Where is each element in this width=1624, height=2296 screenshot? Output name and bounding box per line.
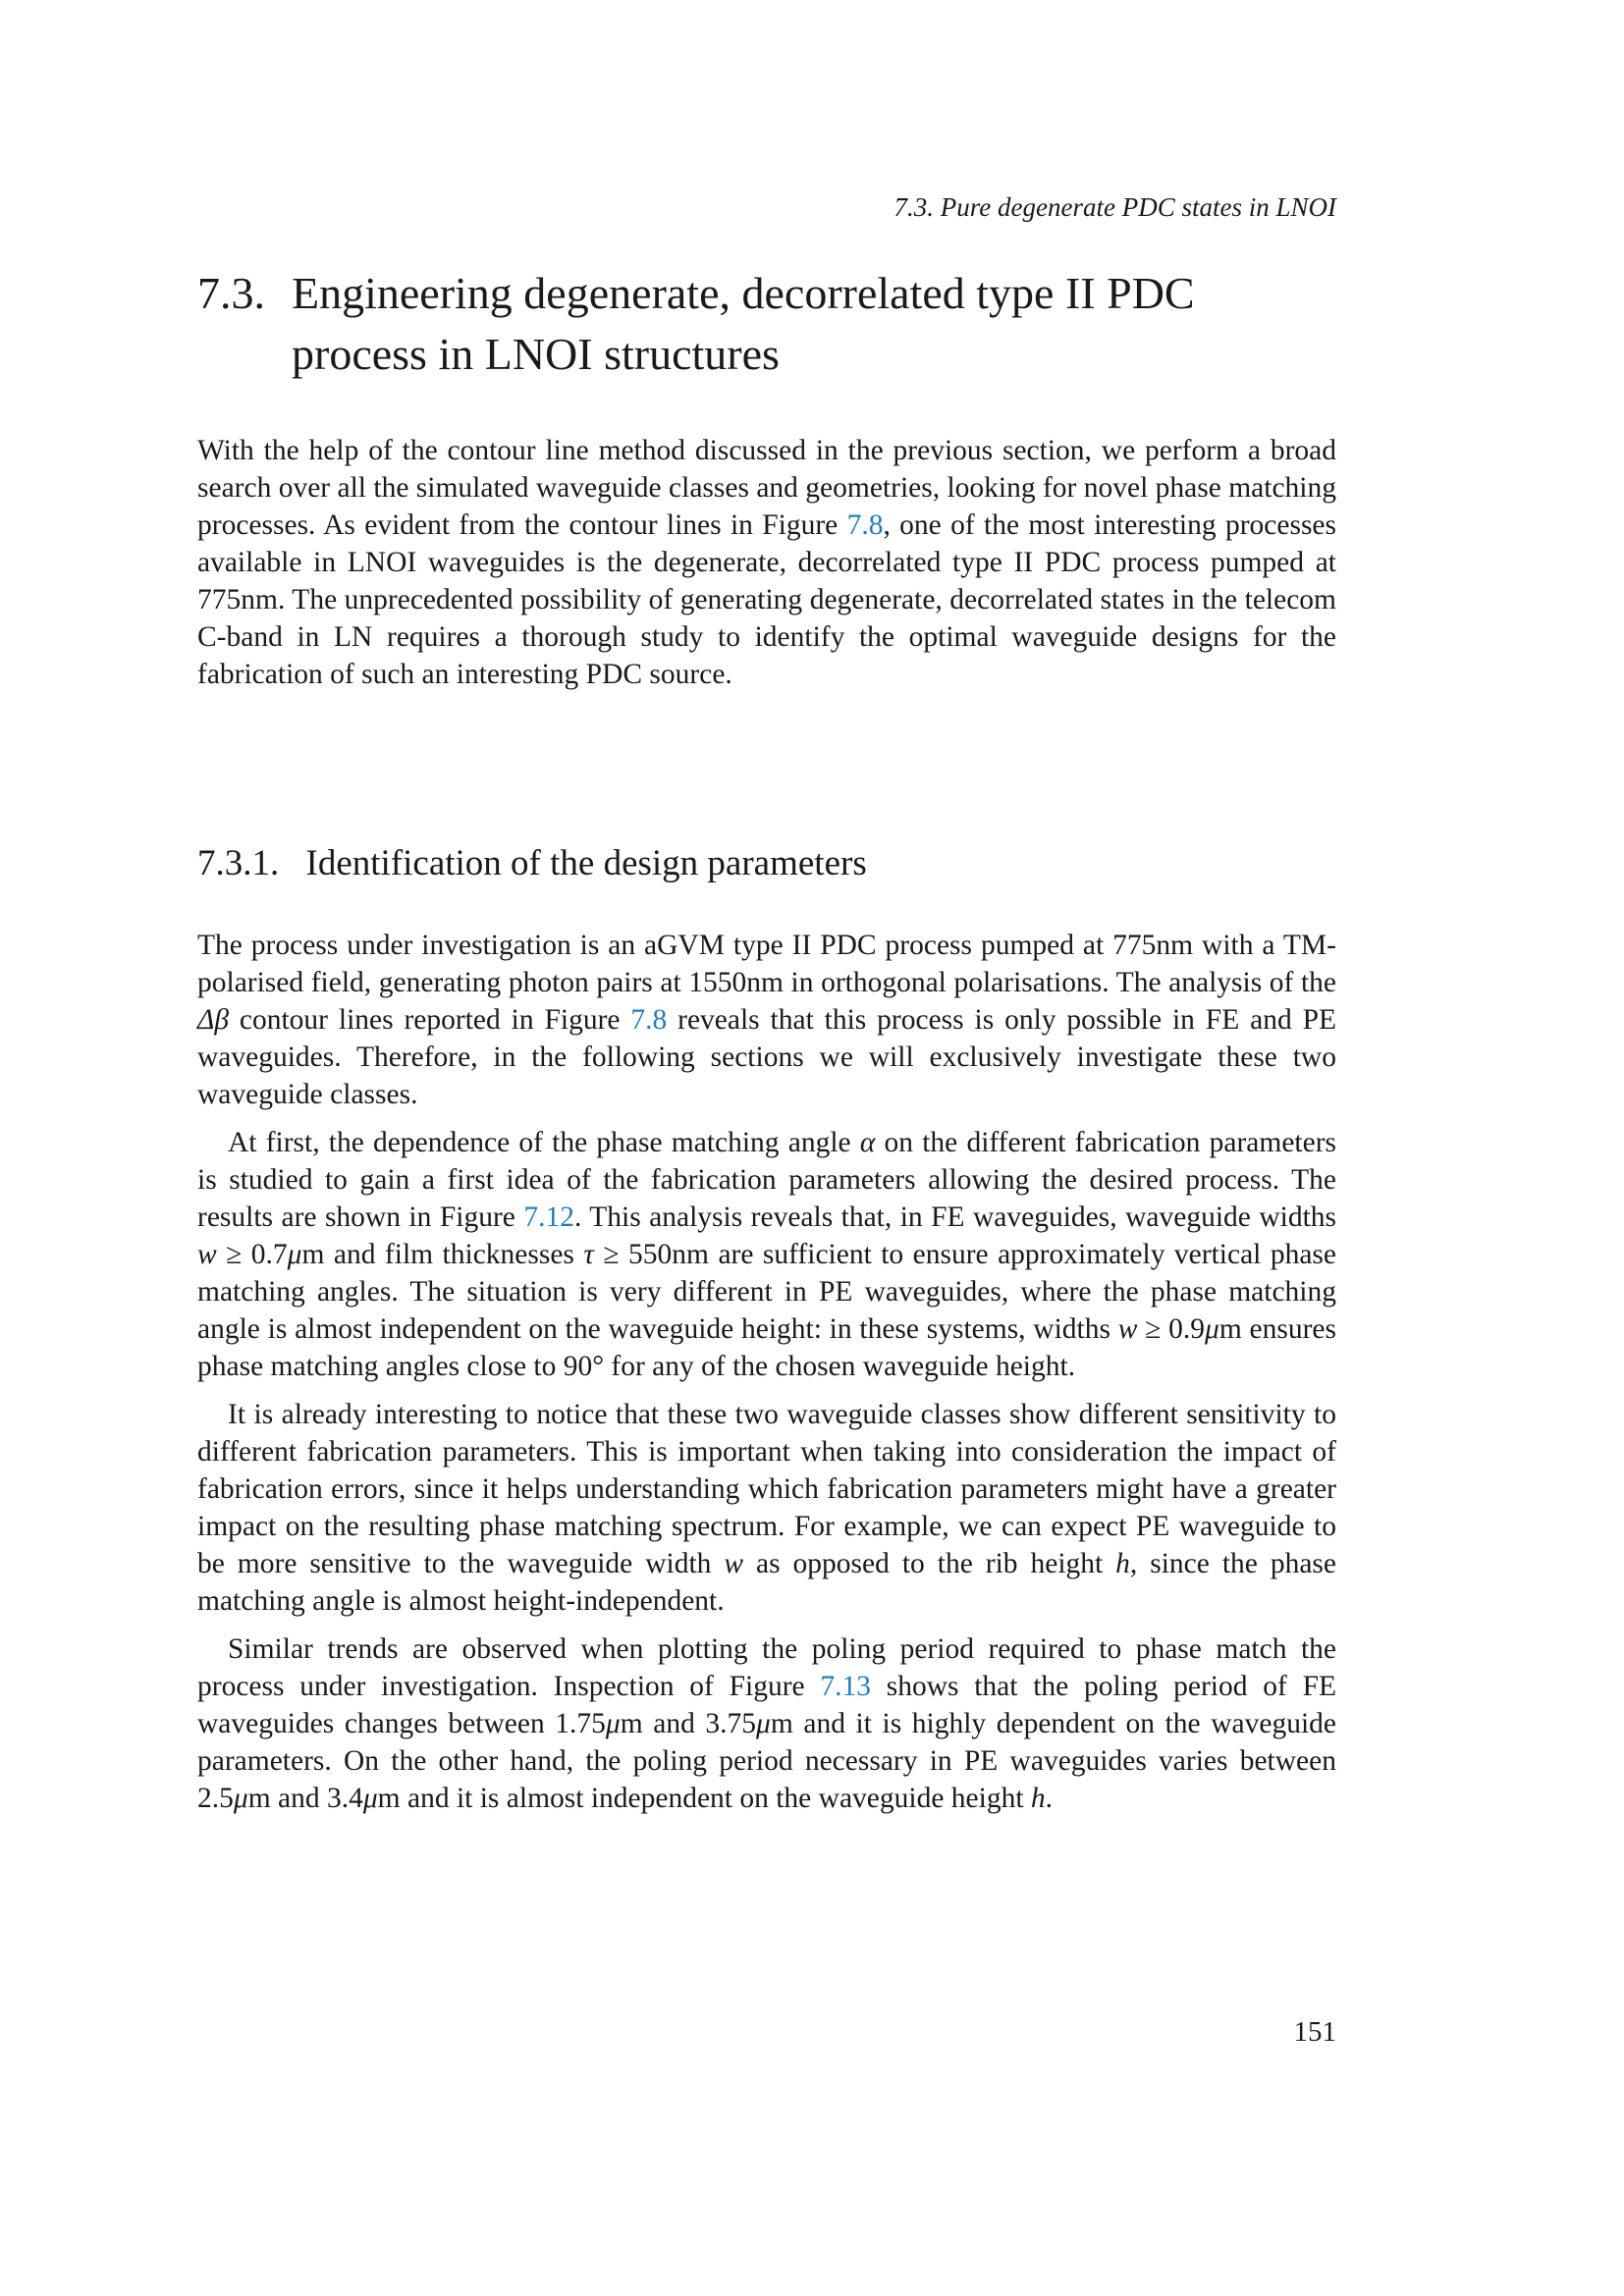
- text-run: contour lines reported in Figure: [229, 1004, 631, 1036]
- text-run: , since the phase matching angle is almost height-independent.: [197, 1548, 1336, 1617]
- text-run: shows that the poling period of FE waveguides changes between 1.75: [197, 1671, 1336, 1739]
- paragraph: [197, 1396, 1336, 1620]
- subsection-title: [197, 842, 867, 884]
- text-run: Similar trends are observed when plotting the poling period required to phase match the process under investigation. Inspection of Figure: [197, 1633, 1336, 1702]
- math-symbol: μ: [233, 1783, 248, 1814]
- math-symbol: τ: [583, 1239, 594, 1270]
- text-run: It is already interesting to notice that these two waveguide classes show different sensitivity to different fabrication parameters. This is important when taking into consideration the impact of fabrication errors, since it helps understanding which fabrication parameters might have a greater impact on the resulting phase matching spectrum. For example, we can expect PE waveguide to be more sensitive to the waveguide width: [197, 1399, 1336, 1579]
- intro-text: [197, 432, 1336, 704]
- math-symbol: μ: [287, 1239, 302, 1270]
- text-run: At first, the dependence of the phase matching angle: [228, 1127, 860, 1158]
- text-run: .: [1045, 1783, 1054, 1814]
- math-symbol: Δβ: [197, 1004, 230, 1036]
- math-symbol: α: [859, 1127, 876, 1158]
- math-symbol: μ: [756, 1708, 771, 1739]
- figure-link[interactable]: 7.8: [846, 509, 884, 541]
- math-symbol: h: [1030, 1783, 1046, 1814]
- section-title: [197, 263, 1336, 385]
- figure-link[interactable]: 7.12: [523, 1201, 574, 1233]
- section-number: 7.3.: [197, 268, 265, 318]
- text-run: . This analysis reveals that, in FE waveguides, waveguide widths: [573, 1201, 1337, 1233]
- text-run: m ensures phase matching angles close to 90° for any of the chosen waveguide height.: [197, 1313, 1336, 1382]
- page-number: 151: [1293, 2016, 1336, 2048]
- text-run: m and 3.4: [247, 1783, 363, 1814]
- text-run: on the different fabrication parameters is studied to gain a first idea of the fabrication parameters allowing the desired process. The results are shown in Figure: [197, 1127, 1337, 1233]
- text-run: m and 3.75: [620, 1708, 757, 1739]
- text-run: m and it is almost independent on the waveguide height: [377, 1783, 1031, 1814]
- subsection-title-text: Identification of the design parameters: [305, 843, 867, 883]
- section-title-text: Engineering degenerate, decorrelated type II PDC process in LNOI structures: [292, 268, 1195, 379]
- running-header: 7.3. Pure degenerate PDC states in LNOI: [893, 192, 1336, 222]
- text-run: ≥ 550nm are sufficient to ensure approximately vertical phase matching angles. The situation is very different in PE waveguides, where the phase matching angle is almost independent on the waveguide height: in these systems, widths: [197, 1239, 1336, 1345]
- text-run: ≥ 0.9: [1137, 1313, 1205, 1345]
- text-run: as opposed to the rib height: [743, 1548, 1116, 1579]
- paragraph: [197, 927, 1336, 1113]
- text-run: m and it is highly dependent on the waveguide parameters. On the other hand, the poling period necessary in PE waveguides varies between 2.5: [197, 1708, 1337, 1814]
- text-run: m and film thicknesses: [301, 1239, 584, 1270]
- math-symbol: h: [1115, 1548, 1130, 1579]
- text-run: The process under investigation is an aGVM type II PDC process pumped at 775nm with a TM-polarised field, generating photon pairs at 1550nm in orthogonal polarisations. The analysis of the: [197, 930, 1336, 998]
- math-symbol: w: [724, 1548, 744, 1579]
- text-run: , one of the most interesting processes available in LNOI waveguides is the degenerate, decorrelated type II PDC process pumped at 775nm. The unprecedented possibility of generating degenerate, decorrelated states in the telecom C-band in LN requires a thorough study to identify the optimal waveguide designs for the fabrication of such an interesting PDC source.: [197, 509, 1336, 690]
- subsection-number: 7.3.1.: [197, 843, 280, 883]
- paragraph: [197, 1124, 1336, 1385]
- math-symbol: w: [1117, 1313, 1138, 1345]
- figure-link[interactable]: 7.8: [630, 1004, 668, 1036]
- math-symbol: w: [197, 1239, 217, 1270]
- text-run: With the help of the contour line method discussed in the previous section, we perform a broad search over all the simulated waveguide classes and geometries, looking for novel phase matching processes. As evident from the contour lines in Figure: [197, 435, 1336, 541]
- text-run: reveals that this process is only possible in FE and PE waveguides. Therefore, in the following sections we will exclusively investigate these two waveguide classes.: [197, 1004, 1336, 1110]
- text-run: ≥ 0.7: [216, 1239, 288, 1270]
- paragraph: [197, 432, 1336, 693]
- body-text: [197, 927, 1336, 1828]
- math-symbol: μ: [1205, 1313, 1219, 1345]
- figure-link[interactable]: 7.13: [820, 1671, 871, 1702]
- paragraph: [197, 1630, 1336, 1817]
- math-symbol: μ: [605, 1708, 621, 1739]
- math-symbol: μ: [362, 1783, 378, 1814]
